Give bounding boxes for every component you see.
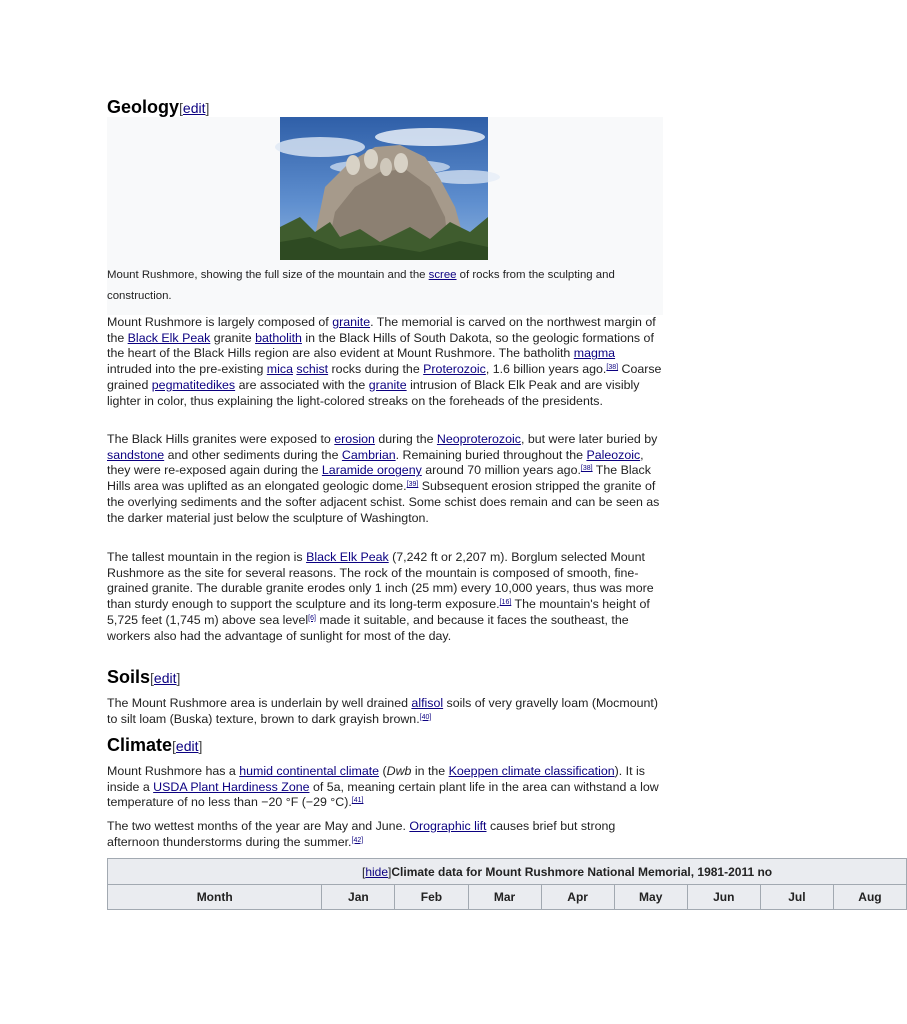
text: Mount Rushmore has a bbox=[107, 764, 240, 778]
link-sandstone[interactable]: sandstone bbox=[107, 447, 165, 462]
hide-bracket-open: [ bbox=[362, 864, 366, 879]
text: The two wettest months of the year are May and June. bbox=[107, 819, 410, 833]
text: ( bbox=[379, 764, 387, 778]
caption-link-scree[interactable]: scree bbox=[428, 269, 457, 281]
link-humid-continental-climate[interactable]: humid continental climate bbox=[239, 764, 380, 778]
text: . Remaining buried throughout the bbox=[395, 447, 587, 462]
soils-edit-section bbox=[150, 670, 180, 686]
link-orographic-lift[interactable]: Orographic lift bbox=[409, 819, 487, 833]
link-magma[interactable]: magma bbox=[573, 346, 616, 361]
climate-data-table bbox=[107, 858, 907, 910]
text: The Black Hills granites were exposed to bbox=[107, 432, 335, 446]
climate-title: Climate bbox=[107, 735, 173, 755]
link-neoproterozoic[interactable]: Neoproterozoic bbox=[436, 432, 521, 446]
soils-edit-link[interactable]: edit bbox=[153, 670, 177, 686]
text: The Black Hills area was uplifted as an elongated geologic dome. bbox=[107, 463, 651, 494]
text: in the bbox=[411, 764, 449, 778]
climate-paragraph-1 bbox=[107, 764, 663, 811]
link-erosion[interactable]: erosion bbox=[334, 432, 375, 446]
text: made it suitable, and because it faces the southeast, the workers also had the advantage of sunlight for most of the day. bbox=[107, 612, 629, 643]
citation-39[interactable]: [39] bbox=[406, 481, 419, 489]
caption-text: Mount Rushmore, showing the full size of the mountain and the bbox=[107, 269, 429, 281]
link-laramide-orogeny[interactable]: Laramide orogeny bbox=[321, 463, 422, 478]
link-mica[interactable]: mica bbox=[266, 362, 293, 377]
link-proterozoic[interactable]: Proterozoic bbox=[423, 362, 486, 377]
text: , but were later buried by bbox=[520, 432, 658, 446]
geology-paragraph-2 bbox=[107, 432, 663, 526]
link-pegmatitedikes[interactable]: pegmatitedikes bbox=[151, 377, 236, 392]
citation-41[interactable]: [41] bbox=[351, 797, 364, 805]
citation-6[interactable]: [6] bbox=[308, 614, 316, 622]
link-cambrian[interactable]: Cambrian bbox=[341, 447, 396, 462]
citation-40[interactable]: [40] bbox=[419, 713, 432, 721]
geology-paragraph-3 bbox=[107, 550, 663, 644]
text: intruded into the pre-existing bbox=[107, 362, 267, 377]
text: (7,242 ft or 2,207 m). Borglum selected Mount Rushmore as the site for several reasons. The rock of the mountain is composed of smooth, fine-grained granite. The durable granite erodes only 1 inch (25 mm) every 10,000 years, thus was more than sturdy enough to support the sculpture and its long-term exposure. bbox=[107, 550, 654, 612]
geology-edit-link[interactable]: edit bbox=[182, 100, 206, 116]
col-header-mar: Mar bbox=[468, 885, 541, 910]
col-header-apr: Apr bbox=[541, 885, 614, 910]
climate-edit-link[interactable]: edit bbox=[175, 738, 199, 754]
hide-bracket-close: ] bbox=[388, 864, 392, 879]
citation-42[interactable]: [42] bbox=[351, 836, 364, 844]
col-header-jan: Jan bbox=[322, 885, 395, 910]
soils-heading bbox=[107, 665, 180, 690]
link-granite[interactable]: granite bbox=[332, 315, 371, 329]
link-black-elk-peak[interactable]: Black Elk Peak bbox=[127, 330, 211, 345]
text: causes brief but strong afternoon thunderstorms during the summer. bbox=[107, 819, 616, 849]
climate-edit-section bbox=[172, 738, 202, 754]
climate-table-title: Climate data for Mount Rushmore National Memorial, 1981-2011 no bbox=[391, 864, 773, 879]
link-black-elk-peak-2[interactable]: Black Elk Peak bbox=[306, 550, 389, 564]
soils-paragraph bbox=[107, 696, 663, 727]
col-header-aug: Aug bbox=[833, 885, 906, 910]
citation-38[interactable]: [38] bbox=[606, 364, 619, 372]
text: around 70 million years ago. bbox=[421, 463, 581, 478]
text: of 5a, meaning certain plant life in the area can withstand a low temperature of no less than −20 °F (−29 °C). bbox=[107, 779, 659, 810]
col-header-jun: Jun bbox=[687, 885, 760, 910]
text: , they were re-exposed again during the bbox=[107, 447, 644, 478]
text: The mountain's height of 5,725 feet (1,745 m) above sea level bbox=[107, 597, 650, 627]
figure-caption bbox=[107, 265, 652, 307]
citation-38[interactable]: [38] bbox=[580, 465, 593, 473]
caption-text-end: of rocks from the sculpting and construction. bbox=[107, 269, 615, 302]
climate-paragraph-2 bbox=[107, 819, 663, 850]
text: The tallest mountain in the region is bbox=[107, 550, 307, 564]
soils-title: Soils bbox=[107, 667, 151, 687]
edit-bracket-close: ] bbox=[176, 670, 181, 686]
text: The Mount Rushmore area is underlain by well drained bbox=[107, 696, 412, 710]
text: Subsequent erosion stripped the granite of the overlying sediments and the softer adjacent schist. Some schist does remain and can be seen as the darker material just below the sculpture of Washington. bbox=[107, 479, 660, 525]
climate-heading bbox=[107, 733, 202, 758]
climate-table-title-row bbox=[108, 859, 907, 885]
text: ). It is inside a bbox=[107, 764, 645, 794]
link-granite-2[interactable]: granite bbox=[368, 377, 407, 392]
text: during the bbox=[374, 432, 437, 446]
text: . The memorial is carved on the northwest margin of the bbox=[107, 315, 656, 345]
col-header-jul: Jul bbox=[760, 885, 833, 910]
link-schist[interactable]: schist bbox=[296, 362, 329, 377]
edit-bracket-close: ] bbox=[198, 738, 203, 754]
col-header-month: Month bbox=[108, 885, 322, 910]
mount-rushmore-photo bbox=[280, 117, 488, 260]
text: , 1.6 billion years ago. bbox=[485, 362, 607, 377]
col-header-feb: Feb bbox=[395, 885, 468, 910]
edit-bracket-close: ] bbox=[205, 100, 210, 116]
geology-title: Geology bbox=[107, 97, 180, 117]
edit-bracket-open: [ bbox=[150, 670, 154, 686]
col-header-may: May bbox=[614, 885, 687, 910]
text: and other sediments during the bbox=[164, 447, 342, 462]
climate-table-header-row bbox=[108, 885, 907, 910]
text: Mount Rushmore is largely composed of bbox=[107, 315, 333, 329]
text: intrusion of Black Elk Peak and are visibly lighter in color, thus explaining the light-colored streaks on the foreheads of the presidents. bbox=[107, 377, 640, 408]
text: soils of very gravelly loam (Mocmount) to silt loam (Buska) texture, brown to dark grayish brown. bbox=[107, 696, 658, 726]
geology-paragraph-1 bbox=[107, 315, 663, 409]
edit-bracket-open: [ bbox=[172, 738, 176, 754]
text: granite bbox=[210, 330, 256, 345]
climate-table-wrapper bbox=[107, 858, 882, 910]
link-paleozoic[interactable]: Paleozoic bbox=[586, 447, 641, 462]
text: are associated with the bbox=[235, 377, 369, 392]
text: rocks during the bbox=[328, 362, 424, 377]
text: in the Black Hills of South Dakota, so the geologic formations of the heart of the Black Hills region are also evident at Mount Rushmore. The batholith bbox=[107, 330, 654, 361]
geology-edit-section bbox=[179, 100, 209, 116]
caption-inner bbox=[362, 865, 772, 879]
hide-table-link[interactable]: hide bbox=[365, 864, 389, 879]
mount-rushmore-image[interactable] bbox=[280, 117, 488, 260]
climate-code: Dwb bbox=[386, 764, 412, 778]
link-batholith[interactable]: batholith bbox=[255, 330, 302, 345]
climate-table-caption bbox=[108, 859, 907, 885]
citation-16[interactable]: [16] bbox=[499, 599, 512, 607]
link-koeppen-climate-classification[interactable]: Koeppen climate classification bbox=[448, 764, 615, 778]
edit-bracket-open: [ bbox=[179, 100, 183, 116]
text: Coarse grained bbox=[107, 362, 662, 392]
mount-rushmore-figure bbox=[107, 117, 663, 315]
link-alfisol[interactable]: alfisol bbox=[411, 696, 444, 710]
link-usda-plant-hardiness-zone[interactable]: USDA Plant Hardiness Zone bbox=[153, 779, 310, 794]
